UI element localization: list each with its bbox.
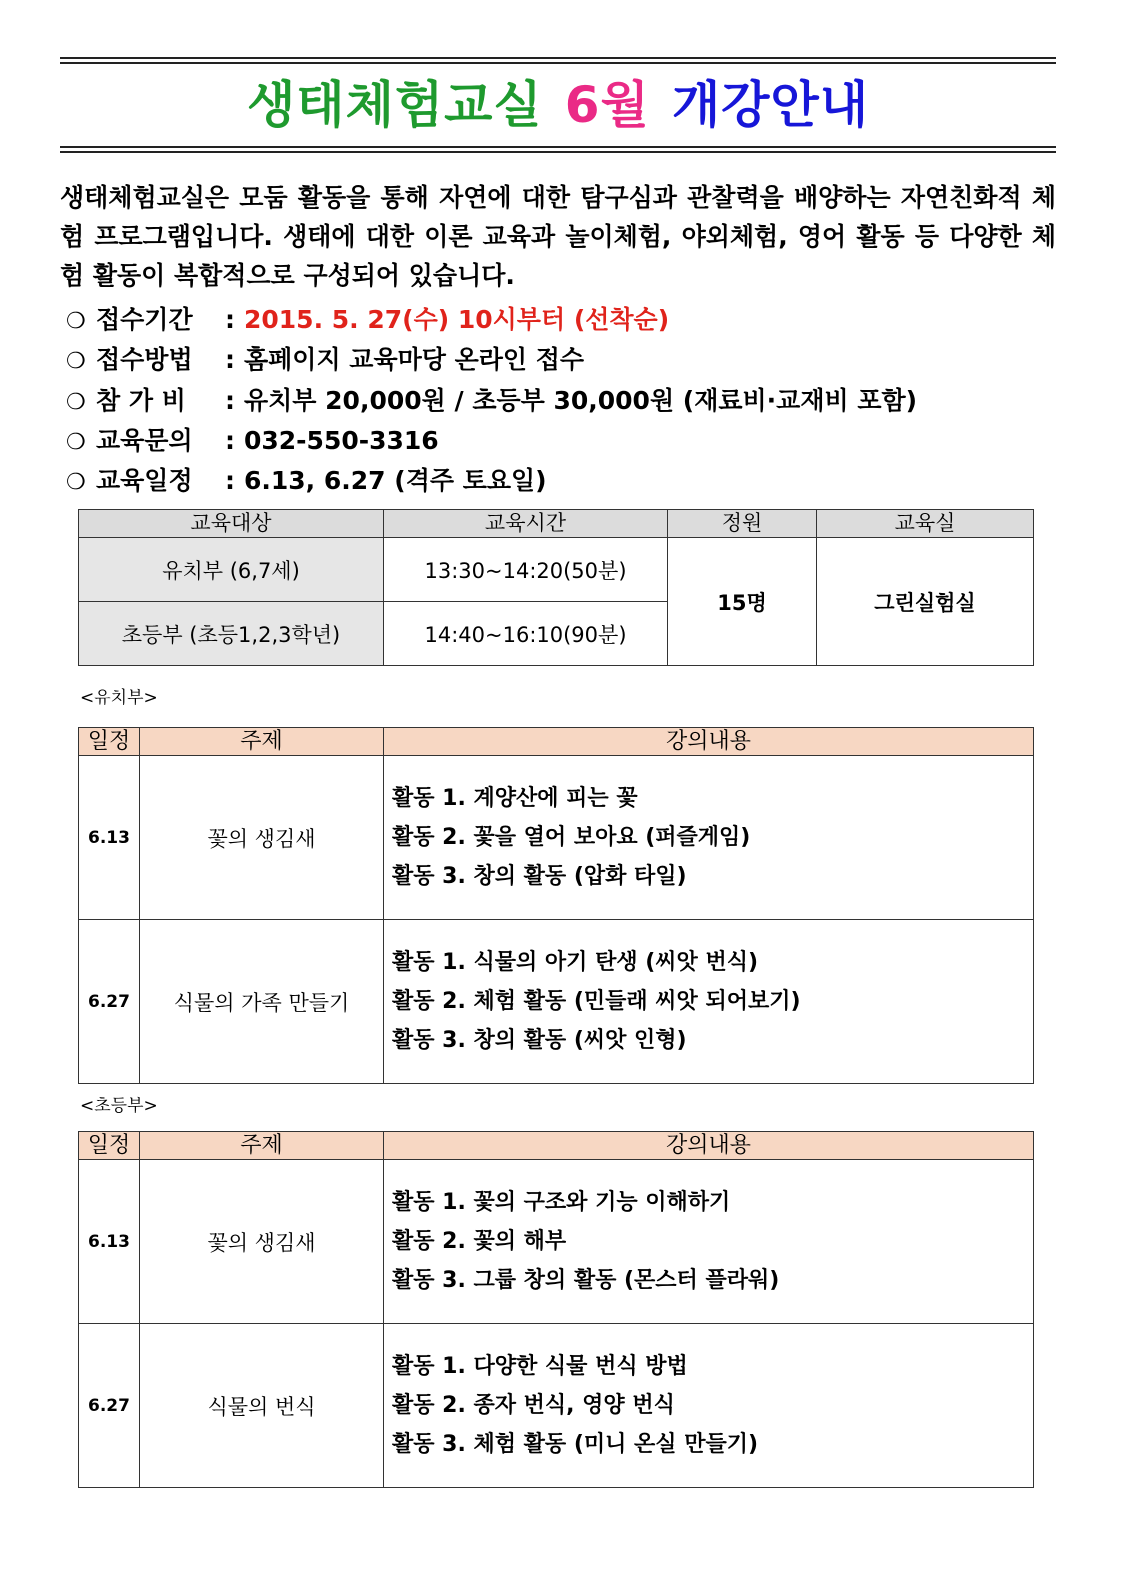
info-value: 홈페이지 교육마당 온라인 접수 (244, 345, 585, 374)
target-cell: 유치부 (6,7세) (79, 538, 384, 602)
info-colon: : (225, 345, 235, 374)
circle-bullet-icon: ❍ (66, 470, 86, 495)
info-value: 유치부 20,000원 / 초등부 30,000원 (재료비·교재비 포함) (244, 386, 918, 415)
column-header: 교육시간 (384, 510, 668, 538)
activity-line: 활동 1. 식물의 아기 탄생 (씨앗 번식) (392, 950, 759, 975)
time-cell: 13:30~14:20(50분) (384, 538, 668, 602)
info-value: 2015. 5. 27(수) 10시부터 (선착순) (244, 305, 670, 334)
info-row-period (66, 300, 1056, 340)
top-rule-2 (60, 62, 1056, 64)
activity-line: 활동 2. 체험 활동 (민들래 씨앗 되어보기) (392, 989, 801, 1014)
column-header: 주제 (140, 1132, 384, 1160)
date-cell: 6.13 (79, 1160, 140, 1324)
activity-line: 활동 2. 꽃의 해부 (392, 1229, 567, 1254)
table-row (79, 1324, 1034, 1488)
activity-line: 활동 3. 창의 활동 (씨앗 인형) (392, 1028, 687, 1053)
content-cell (384, 1160, 1034, 1324)
activity-line: 활동 3. 그룹 창의 활동 (몬스터 플라워) (392, 1268, 780, 1293)
info-colon: : (225, 466, 235, 495)
title-part-3: 개강안내 (671, 76, 870, 134)
column-header: 주제 (140, 728, 384, 756)
target-cell: 초등부 (초등1,2,3학년) (79, 602, 384, 666)
circle-bullet-icon: ❍ (66, 390, 86, 415)
kinder-schedule-table (78, 727, 1034, 1084)
kinder-caption: <유치부> (80, 688, 158, 708)
info-row-schedule (66, 461, 1056, 501)
activity-line: 활동 1. 꽃의 구조와 기능 이해하기 (392, 1190, 731, 1215)
capacity-cell: 15명 (668, 538, 817, 666)
room-cell: 그린실험실 (817, 538, 1034, 666)
circle-bullet-icon: ❍ (66, 309, 86, 334)
topic-cell: 식물의 번식 (140, 1324, 384, 1488)
content-cell (384, 756, 1034, 920)
info-row-method (66, 340, 1056, 380)
elem-schedule-table (78, 1131, 1034, 1488)
page-title (60, 68, 1056, 142)
time-cell: 14:40~16:10(90분) (384, 602, 668, 666)
content-cell (384, 920, 1034, 1084)
topic-cell: 꽃의 생김새 (140, 1160, 384, 1324)
summary-table (78, 509, 1034, 666)
column-header: 교육대상 (79, 510, 384, 538)
info-value: 032-550-3316 (244, 426, 439, 455)
info-row-fee (66, 381, 1056, 421)
column-header: 일정 (79, 1132, 140, 1160)
info-label: 접수방법 (96, 345, 193, 374)
date-cell: 6.13 (79, 756, 140, 920)
circle-bullet-icon: ❍ (66, 430, 86, 455)
date-cell: 6.27 (79, 1324, 140, 1488)
table-header-row (79, 1132, 1034, 1160)
elem-caption: <초등부> (80, 1096, 158, 1116)
title-part-2: 6월 (564, 76, 650, 134)
title-part-1: 생태체험교실 (246, 76, 543, 134)
info-colon: : (225, 305, 235, 334)
date-cell: 6.27 (79, 920, 140, 1084)
info-label: 접수기간 (96, 305, 193, 334)
topic-cell: 식물의 가족 만들기 (140, 920, 384, 1084)
table-row (79, 538, 1034, 602)
activity-line: 활동 1. 다양한 식물 번식 방법 (392, 1354, 688, 1379)
column-header: 강의내용 (384, 1132, 1034, 1160)
table-row (79, 756, 1034, 920)
info-value: 6.13, 6.27 (격주 토요일) (244, 466, 547, 495)
info-label: 교육일정 (96, 466, 193, 495)
circle-bullet-icon: ❍ (66, 349, 86, 374)
info-row-contact (66, 421, 1056, 461)
info-label: 교육문의 (96, 426, 193, 455)
intro-paragraph: 생태체험교실은 모둠 활동을 통해 자연에 대한 탐구심과 관찰력을 배양하는 자연친화적 체험 프로그램입니다. 생태에 대한 이론 교육과 놀이체험, 야외체험, 영어 활동 등 다양한 체험 활동이 복합적으로 구성되어 있습니다. (60, 183, 1056, 290)
activity-line: 활동 1. 계양산에 피는 꽃 (392, 786, 638, 811)
info-label: 참 가 비 (96, 386, 186, 415)
column-header: 일정 (79, 728, 140, 756)
topic-cell: 꽃의 생김새 (140, 756, 384, 920)
column-header: 정원 (668, 510, 817, 538)
table-row (79, 1160, 1034, 1324)
activity-line: 활동 3. 체험 활동 (미니 온실 만들기) (392, 1432, 759, 1457)
column-header: 강의내용 (384, 728, 1034, 756)
table-row (79, 920, 1034, 1084)
bottom-rule-2 (60, 151, 1056, 153)
info-colon: : (225, 386, 235, 415)
content-cell (384, 1324, 1034, 1488)
info-colon: : (225, 426, 235, 455)
activity-line: 활동 2. 꽃을 열어 보아요 (퍼즐게임) (392, 825, 751, 850)
column-header: 교육실 (817, 510, 1034, 538)
activity-line: 활동 2. 종자 번식, 영양 번식 (392, 1393, 675, 1418)
table-header-row (79, 728, 1034, 756)
bottom-rule-1 (60, 146, 1056, 148)
activity-line: 활동 3. 창의 활동 (압화 타일) (392, 864, 687, 889)
table-header-row (79, 510, 1034, 538)
top-rule-1 (60, 57, 1056, 59)
